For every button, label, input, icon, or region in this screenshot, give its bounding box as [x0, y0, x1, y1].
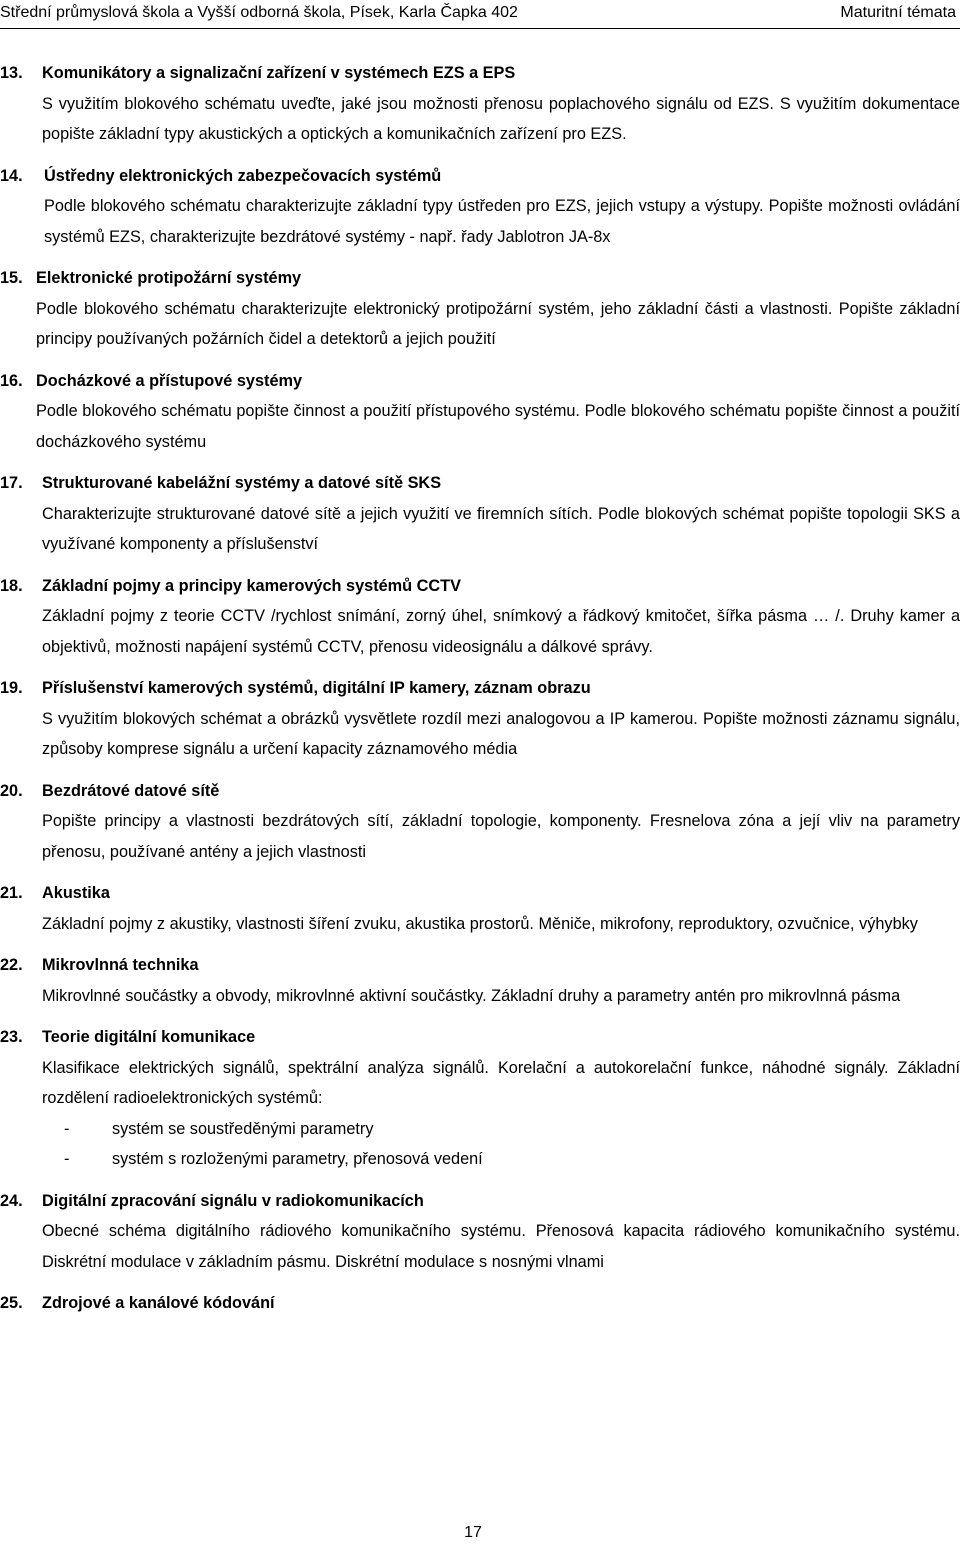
topic-item-14	[0, 161, 960, 253]
page-header	[0, 0, 960, 30]
topic-description: Mikrovlnné součástky a obvody, mikrovlnné aktivní součástky. Základní druhy a parametry antén pro mikrovlnná pásma	[42, 986, 901, 1005]
topic-description: S využitím blokového schématu uveďte, jaké jsou možnosti přenosu poplachového signálu od EZS. S využitím dokumentace popište základní typy akustických a optických a komunikačních zařízení pro EZS.	[42, 94, 960, 143]
topic-title: Zdrojové a kanálové kódování	[42, 1294, 275, 1312]
school-name: Střední průmyslová škola a Vyšší odborná škola, Písek, Karla Čapka 402	[0, 4, 518, 21]
topic-title: Digitální zpracování signálu v radiokomunikacích	[42, 1191, 424, 1210]
topic-title: Bezdrátové datové sítě	[42, 781, 220, 800]
topic-list	[0, 58, 960, 1330]
topic-description: Popište principy a vlastnosti bezdrátových sítí, základní topologie, komponenty. Fresnelova zóna a její vliv na parametry přenosu, používané antény a jejich vlastnosti	[42, 812, 960, 861]
bullet-list	[42, 1114, 960, 1175]
dash-bullet-icon: -	[64, 1150, 70, 1168]
bullet-item	[42, 1144, 960, 1175]
topic-description: Obecné schéma digitálního rádiového komunikačního systému. Přenosová kapacita rádiového komunikačního systému. Diskrétní modulace v základním pásmu. Diskrétní modulace s nosnými vlnami	[42, 1222, 960, 1271]
topic-item-23	[0, 1022, 960, 1175]
topic-description: Podle blokového schématu charakterizujte elektronický protipožární systém, jeho základní části a vlastnosti. Popište základní principy používaných požárních čidel a detektorů a jejich použití	[36, 299, 960, 348]
topic-title: Příslušenství kamerových systémů, digitální IP kamery, záznam obrazu	[42, 679, 591, 697]
topic-number: 15.	[0, 269, 23, 287]
topic-number: 23.	[0, 1028, 23, 1046]
page-number: 17	[464, 1524, 482, 1541]
topic-description: Základní pojmy z teorie CCTV /rychlost snímání, zorný úhel, snímkový a řádkový kmitočet, šířka pásma … /. Druhy kamer a objektivů, možnosti napájení systémů CCTV, přenosu videosignálu a dálkové správy.	[42, 607, 960, 656]
topic-item-20	[0, 776, 960, 868]
topic-title: Akustika	[42, 884, 110, 902]
topic-title: Docházkové a přístupové systémy	[36, 371, 303, 390]
topic-item-22	[0, 950, 960, 1011]
topic-number: 24.	[0, 1191, 23, 1210]
document-topic: Maturitní témata	[840, 4, 956, 21]
topic-item-13	[0, 58, 960, 150]
topic-item-18	[0, 571, 960, 663]
topic-item-15	[0, 263, 960, 355]
topic-title: Elektronické protipožární systémy	[36, 269, 302, 287]
topic-description: S využitím blokových schémat a obrázků vysvětlete rozdíl mezi analogovou a IP kamerou. Popište možnosti záznamu signálu, způsoby komprese signálu a určení kapacity záznamového média	[42, 709, 960, 758]
bullet-text: systém s rozloženými parametry, přenosová vedení	[112, 1150, 483, 1168]
topic-number: 18.	[0, 576, 23, 595]
topic-description: Podle blokového schématu popište činnost a použití přístupového systému. Podle blokového schématu popište činnost a použití docházkového systému	[36, 402, 960, 451]
topic-description: Základní pojmy z akustiky, vlastnosti šíření zvuku, akustika prostorů. Měniče, mikrofony, reproduktory, ozvučnice, výhybky	[42, 914, 918, 933]
dash-bullet-icon: -	[64, 1119, 70, 1138]
bullet-item	[42, 1114, 960, 1145]
topic-number: 20.	[0, 781, 23, 800]
header-divider	[0, 28, 960, 29]
topic-number: 14.	[0, 166, 23, 185]
bullet-text: systém se soustředěnými parametry	[112, 1119, 374, 1138]
topic-number: 25.	[0, 1294, 23, 1312]
topic-item-16	[0, 366, 960, 458]
topic-item-17	[0, 468, 960, 560]
topic-title: Komunikátory a signalizační zařízení v systémech EZS a EPS	[42, 64, 516, 82]
topic-number: 19.	[0, 679, 23, 697]
topic-description: Klasifikace elektrických signálů, spektrální analýza signálů. Korelační a autokorelační funkce, náhodné signály. Základní rozdělení radioelektronických systémů:	[42, 1058, 960, 1107]
topic-title: Mikrovlnná technika	[42, 956, 199, 974]
topic-title: Teorie digitální komunikace	[42, 1028, 256, 1046]
topic-title: Strukturované kabelážní systémy a datové sítě SKS	[42, 474, 442, 492]
topic-number: 17.	[0, 474, 23, 492]
topic-item-25	[0, 1288, 960, 1319]
topic-description: Charakterizujte strukturované datové sítě a jejich využití ve firemních sítích. Podle blokových schémat popište topologii SKS a využívané komponenty a příslušenství	[42, 504, 960, 553]
topic-item-19	[0, 673, 960, 765]
topic-item-21	[0, 878, 960, 939]
topic-item-24	[0, 1186, 960, 1278]
topic-description: Podle blokového schématu charakterizujte základní typy ústředen pro EZS, jejich vstupy a výstupy. Popište možnosti ovládání systémů EZS, charakterizujte bezdrátové systémy - např. řady Jablotron JA-8x	[44, 197, 960, 246]
topic-number: 22.	[0, 956, 23, 974]
topic-title: Základní pojmy a principy kamerových systémů CCTV	[42, 576, 461, 595]
topic-title: Ústředny elektronických zabezpečovacích systémů	[44, 166, 442, 185]
topic-number: 16.	[0, 371, 23, 390]
topic-number: 21.	[0, 884, 23, 902]
topic-number: 13.	[0, 64, 23, 82]
